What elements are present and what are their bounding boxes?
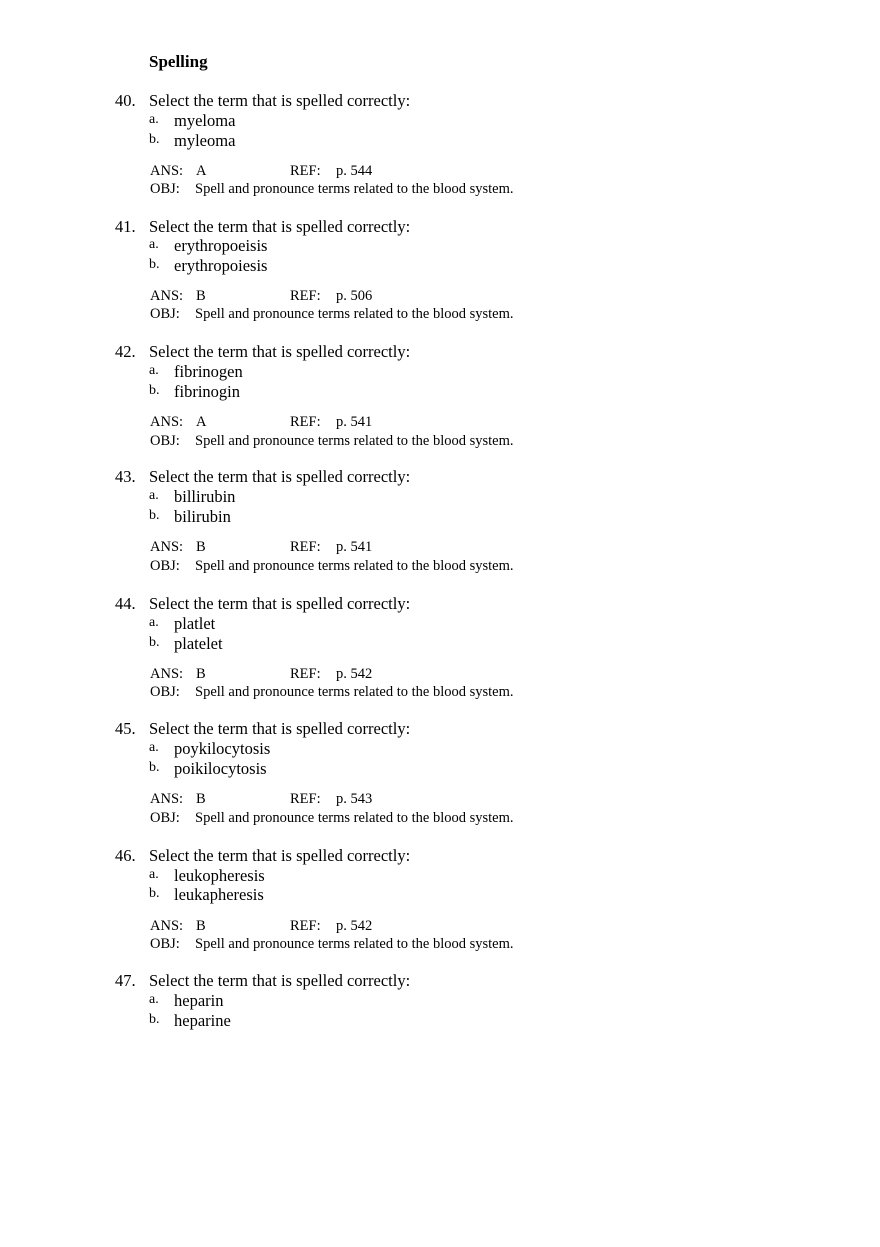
option-letter: b. <box>149 132 160 147</box>
ref-label: REF: <box>290 791 321 807</box>
question-number: 47. <box>115 971 136 990</box>
option-letter: a. <box>149 867 159 882</box>
question-43 <box>0 467 880 577</box>
option-text: fibrinogen <box>174 362 243 381</box>
ref-value: p. 542 <box>336 666 373 682</box>
question-prompt: Select the term that is spelled correctly: <box>149 594 411 613</box>
question-prompt: Select the term that is spelled correctly: <box>149 467 411 486</box>
ans-value: B <box>196 918 206 934</box>
option-text: bilirubin <box>174 507 231 526</box>
obj-value: Spell and pronounce terms related to the blood system. <box>195 684 514 700</box>
question-prompt: Select the term that is spelled correctly: <box>149 342 411 361</box>
option-text: billirubin <box>174 487 236 506</box>
option-text: poikilocytosis <box>174 759 267 778</box>
option-text: platlet <box>174 614 216 633</box>
option-a <box>149 236 549 256</box>
ref-label: REF: <box>290 918 321 934</box>
option-text: fibrinogin <box>174 382 240 401</box>
ref-value: p. 541 <box>336 414 373 430</box>
ref-label: REF: <box>290 414 321 430</box>
section-heading: Spelling <box>149 52 208 71</box>
ref-label: REF: <box>290 163 321 179</box>
ans-label: ANS: <box>150 666 184 682</box>
ans-value: A <box>196 414 207 430</box>
option-letter: a. <box>149 615 159 630</box>
question-45 <box>0 719 880 829</box>
option-text: leukapheresis <box>174 885 264 904</box>
option-letter: b. <box>149 635 160 650</box>
option-text: myeloma <box>174 111 236 130</box>
option-letter: b. <box>149 508 160 523</box>
ref-value: p. 543 <box>336 791 373 807</box>
option-b <box>149 382 549 402</box>
question-47 <box>0 971 880 1081</box>
ans-value: B <box>196 666 206 682</box>
question-41 <box>0 217 880 327</box>
ref-value: p. 544 <box>336 163 373 179</box>
obj-label: OBJ: <box>150 558 180 574</box>
option-text: erythropoeisis <box>174 236 268 255</box>
option-a <box>149 739 549 759</box>
obj-value: Spell and pronounce terms related to the blood system. <box>195 306 514 322</box>
question-prompt: Select the term that is spelled correctly: <box>149 217 411 236</box>
obj-label: OBJ: <box>150 684 180 700</box>
question-prompt: Select the term that is spelled correctly: <box>149 971 411 990</box>
option-letter: b. <box>149 257 160 272</box>
option-b <box>149 634 549 654</box>
obj-value: Spell and pronounce terms related to the blood system. <box>195 810 514 826</box>
option-letter: a. <box>149 112 159 127</box>
question-number: 46. <box>115 846 136 865</box>
option-b <box>149 256 549 276</box>
option-a <box>149 362 549 382</box>
obj-value: Spell and pronounce terms related to the blood system. <box>195 936 514 952</box>
option-text: leukopheresis <box>174 866 265 885</box>
option-a <box>149 866 549 886</box>
option-b <box>149 885 549 905</box>
obj-value: Spell and pronounce terms related to the blood system. <box>195 181 514 197</box>
question-number: 43. <box>115 467 136 486</box>
obj-value: Spell and pronounce terms related to the blood system. <box>195 433 514 449</box>
option-a <box>149 111 549 131</box>
ans-label: ANS: <box>150 791 184 807</box>
ans-label: ANS: <box>150 288 184 304</box>
question-46 <box>0 846 880 956</box>
option-text: myleoma <box>174 131 236 150</box>
option-letter: a. <box>149 488 159 503</box>
question-number: 45. <box>115 719 136 738</box>
option-text: poykilocytosis <box>174 739 271 758</box>
option-letter: b. <box>149 383 160 398</box>
ans-label: ANS: <box>150 414 184 430</box>
question-44 <box>0 594 880 704</box>
obj-label: OBJ: <box>150 433 180 449</box>
ans-label: ANS: <box>150 163 184 179</box>
question-prompt: Select the term that is spelled correctly: <box>149 719 411 738</box>
option-b <box>149 507 549 527</box>
ref-value: p. 542 <box>336 918 373 934</box>
question-number: 44. <box>115 594 136 613</box>
ref-label: REF: <box>290 288 321 304</box>
question-42 <box>0 342 880 452</box>
option-letter: a. <box>149 237 159 252</box>
ans-value: B <box>196 539 206 555</box>
option-b <box>149 131 549 151</box>
option-letter: a. <box>149 992 159 1007</box>
obj-label: OBJ: <box>150 810 180 826</box>
ans-value: B <box>196 791 206 807</box>
option-a <box>149 991 549 1011</box>
option-text: platelet <box>174 634 223 653</box>
question-number: 41. <box>115 217 136 236</box>
option-a <box>149 487 549 507</box>
obj-label: OBJ: <box>150 936 180 952</box>
obj-value: Spell and pronounce terms related to the blood system. <box>195 558 514 574</box>
option-letter: b. <box>149 1012 160 1027</box>
ref-label: REF: <box>290 539 321 555</box>
question-number: 42. <box>115 342 136 361</box>
option-a <box>149 614 549 634</box>
option-letter: b. <box>149 886 160 901</box>
ref-value: p. 506 <box>336 288 373 304</box>
option-text: heparin <box>174 991 224 1010</box>
ans-label: ANS: <box>150 918 184 934</box>
ans-value: B <box>196 288 206 304</box>
obj-label: OBJ: <box>150 306 180 322</box>
ans-value: A <box>196 163 207 179</box>
ref-label: REF: <box>290 666 321 682</box>
option-b <box>149 759 549 779</box>
question-prompt: Select the term that is spelled correctly: <box>149 91 411 110</box>
ans-label: ANS: <box>150 539 184 555</box>
question-prompt: Select the term that is spelled correctly: <box>149 846 411 865</box>
obj-label: OBJ: <box>150 181 180 197</box>
ref-value: p. 541 <box>336 539 373 555</box>
option-text: heparine <box>174 1011 231 1030</box>
question-number: 40. <box>115 91 136 110</box>
question-40 <box>0 91 880 201</box>
option-letter: a. <box>149 363 159 378</box>
option-letter: b. <box>149 760 160 775</box>
option-letter: a. <box>149 740 159 755</box>
option-b <box>149 1011 549 1031</box>
option-text: erythropoiesis <box>174 256 268 275</box>
